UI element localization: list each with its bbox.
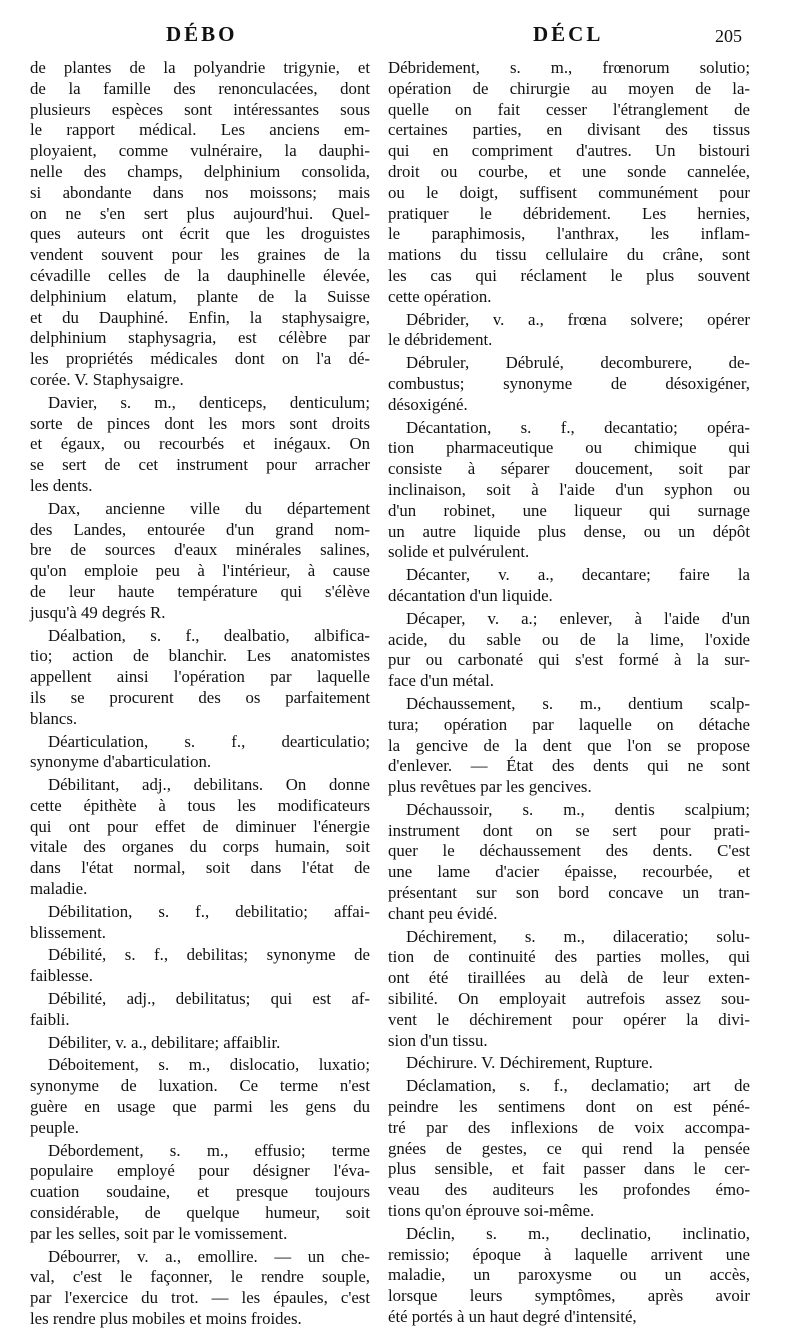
text-line: quelle on fait cesser l'étranglement de bbox=[388, 99, 750, 119]
text-line: Déarticulation, s. f., dearticulatio; bbox=[48, 731, 370, 751]
text-line: maladie, un paroxysme ou un accès, bbox=[388, 1265, 750, 1285]
text-line: se sert de cet instrument pour arracher bbox=[30, 455, 370, 475]
dictionary-entry bbox=[388, 1076, 750, 1222]
text-line: jusqu'à 49 degrés R. bbox=[30, 602, 166, 622]
text-line: combustus; synonyme de désoxigéner, bbox=[388, 373, 750, 393]
dictionary-entry bbox=[30, 1141, 370, 1245]
text-line: veau des auditeurs les profondes émo- bbox=[388, 1180, 750, 1200]
text-line: d'enlever. — État des dents qui ne sont bbox=[388, 756, 750, 776]
text-line: cévadille celles de la dauphinelle élevée, bbox=[30, 265, 370, 285]
text-line: pur ou carbonaté qui s'est formé à la sur- bbox=[388, 650, 750, 670]
text-line: et du Dauphiné. Enfin, la staphysaigre, bbox=[30, 307, 370, 327]
dictionary-entry bbox=[388, 800, 750, 925]
text-line: mations du tissu cellulaire du crâne, sont bbox=[388, 245, 750, 265]
text-line: tion pharmaceutique ou chimique qui bbox=[388, 438, 750, 458]
dictionary-entry bbox=[30, 58, 370, 391]
text-line: plus sensible, et fait passer dans le cer- bbox=[388, 1159, 750, 1179]
text-line: tura; opération par laquelle on détache bbox=[388, 714, 750, 734]
dictionary-entry bbox=[388, 58, 750, 308]
text-line: synonyme de luxation. Ce terme n'est bbox=[30, 1076, 370, 1096]
text-line: opération de chirurgie au moyen de la- bbox=[388, 78, 750, 98]
text-line: delphinium elatum, plante de la Suisse bbox=[30, 286, 370, 306]
text-line: cette épithète à tous les modificateurs bbox=[30, 795, 370, 815]
text-line: dans l'état normal, soit dans l'état de bbox=[30, 858, 370, 878]
text-line: tio; action de blanchir. Les anatomistes bbox=[30, 646, 370, 666]
text-line: Déclin, s. m., declinatio, inclinatio, bbox=[406, 1223, 750, 1243]
text-line: les dents. bbox=[30, 475, 93, 495]
text-line: blissement. bbox=[30, 922, 106, 942]
text-line: Déclamation, s. f., declamatio; art de bbox=[406, 1076, 750, 1096]
text-line: ployaient, comme vulnéraire, la dauphi- bbox=[30, 141, 370, 161]
text-line: chant peu évidé. bbox=[388, 903, 498, 923]
text-line: cette opération. bbox=[388, 286, 492, 306]
text-line: remissio; époque à laquelle arrivent une bbox=[388, 1244, 750, 1264]
dictionary-entry bbox=[30, 626, 370, 730]
text-line: Débilité, adj., debilitatus; qui est af- bbox=[48, 989, 370, 1009]
text-line: Davier, s. m., denticeps, denticulum; bbox=[48, 392, 370, 412]
text-line: blancs. bbox=[30, 708, 78, 728]
text-line: Déboitement, s. m., dislocatio, luxatio; bbox=[48, 1055, 370, 1075]
text-line: inclinaison, soit à l'aide d'un syphon ou bbox=[388, 479, 750, 499]
text-line: nelle des champs, delphinium consolida, bbox=[30, 161, 370, 181]
text-line: Débourrer, v. a., emollire. — un che- bbox=[48, 1246, 370, 1266]
text-line: peindre les sentimens dont on est péné- bbox=[388, 1097, 750, 1117]
text-line: Dax, ancienne ville du département bbox=[48, 498, 370, 518]
text-line: Déchaussoir, s. m., dentis scalpium; bbox=[406, 799, 750, 819]
text-line: des Landes, entourée d'un grand nom- bbox=[30, 519, 370, 539]
text-line: Déchirement, s. m., dilaceratio; solu- bbox=[406, 926, 750, 946]
page-number: 205 bbox=[715, 26, 742, 46]
text-line: acide, du sable ou de la lime, l'oxide bbox=[388, 629, 750, 649]
text-line: Débilitant, adj., debilitans. On donne bbox=[48, 775, 370, 795]
text-line: ont été tiraillées au delà de leur exten- bbox=[388, 968, 750, 988]
text-line: gnées de gestes, ce qui rend la pensée bbox=[388, 1138, 750, 1158]
dictionary-entry bbox=[30, 1247, 370, 1330]
text-line: un autre liquide plus dense, ou un dépôt bbox=[388, 521, 750, 541]
text-line: Déalbation, s. f., dealbatio, albifica- bbox=[48, 625, 370, 645]
text-line: qui ont pour effet de diminuer l'énergie bbox=[30, 816, 370, 836]
text-line: désoxigéné. bbox=[388, 394, 468, 414]
text-line: delphinium staphysagria, est célèbre par bbox=[30, 328, 370, 348]
text-line: val, c'est le façonner, le rendre souple, bbox=[30, 1267, 370, 1287]
text-line: appellent ainsi l'opération par laquelle bbox=[30, 667, 370, 687]
dictionary-entry bbox=[30, 989, 370, 1031]
left-column bbox=[30, 58, 370, 1332]
text-line: Déchaussement, s. m., dentium scalp- bbox=[406, 693, 750, 713]
text-line: lorsque leurs symptômes, après avoir bbox=[388, 1286, 750, 1306]
text-line: vendent souvent pour les graines de la bbox=[30, 245, 370, 265]
text-line: ques auteurs ont écrit que les droguistes bbox=[30, 224, 370, 244]
text-line: quer le déchaussement des dents. C'est bbox=[388, 841, 750, 861]
text-line: tion de continuité des parties molles, qui bbox=[388, 947, 750, 967]
text-line: Débruler, Débrulé, decomburere, de- bbox=[406, 353, 750, 373]
text-line: qui en compriment d'autres. Un bistouri bbox=[388, 141, 750, 161]
text-line: faiblesse. bbox=[30, 966, 93, 986]
text-line: été portés à un haut degré d'intensité, bbox=[388, 1307, 637, 1327]
text-line: bre de sources d'eaux minérales salines, bbox=[30, 540, 370, 560]
text-line: on ne s'en sert plus aujourd'hui. Quel- bbox=[30, 203, 370, 223]
text-line: Débordement, s. m., effusio; terme bbox=[48, 1140, 370, 1160]
text-line: de la famille des renonculacées, dont bbox=[30, 78, 370, 98]
text-line: certaines parties, en divisant des tissus bbox=[388, 120, 750, 140]
text-line: face d'un métal. bbox=[388, 671, 494, 691]
text-line: guère en usage que parmi les gens du bbox=[30, 1097, 370, 1117]
text-line: plus revêtues par les gencives. bbox=[388, 777, 592, 797]
text-line: synonyme d'abarticulation. bbox=[30, 752, 212, 772]
header-right-guideword: DÉCL bbox=[533, 22, 604, 46]
text-line: Débridement, s. m., frœnorum solutio; bbox=[388, 58, 750, 77]
text-line: décantation d'un liquide. bbox=[388, 585, 553, 605]
dictionary-entry bbox=[388, 418, 750, 564]
dictionary-entry bbox=[30, 499, 370, 624]
text-line: les propriétés médicales dont on l'a dé- bbox=[30, 349, 370, 369]
right-column bbox=[388, 58, 750, 1330]
text-line: les rendre plus mobiles et moins froides. bbox=[30, 1309, 302, 1329]
running-head bbox=[0, 22, 800, 52]
text-line: pratiquer le débridement. Les hernies, bbox=[388, 203, 750, 223]
text-line: présentant sur son bord concave un tran- bbox=[388, 883, 750, 903]
text-line: tions qu'on éprouve soi-même. bbox=[388, 1201, 595, 1221]
text-line: sorte de pinces dont les mors sont droits bbox=[30, 413, 370, 433]
text-line: vitale des organes du corps humain, soit bbox=[30, 837, 370, 857]
dictionary-entry bbox=[30, 902, 370, 944]
text-line: Décaper, v. a.; enlever, à l'aide d'un bbox=[406, 608, 750, 628]
text-line: Débiliter, v. a., debilitare; affaiblir. bbox=[48, 1032, 281, 1052]
text-line: sibilité. On employait autrefois assez sou- bbox=[388, 989, 750, 1009]
dictionary-entry bbox=[388, 694, 750, 798]
dictionary-entry bbox=[388, 609, 750, 692]
text-line: plusieurs espèces sont intéressantes sous bbox=[30, 99, 370, 119]
header-left-guideword: DÉBO bbox=[166, 22, 238, 46]
text-line: le rapport médical. Les anciens em- bbox=[30, 120, 370, 140]
text-line: Déchirure. V. Déchirement, Rupture. bbox=[406, 1053, 653, 1073]
text-line: consiste à séparer doucement, soit par bbox=[388, 459, 750, 479]
dictionary-entry bbox=[388, 927, 750, 1052]
dictionary-entry bbox=[30, 945, 370, 987]
dictionary-entry bbox=[30, 1033, 370, 1054]
text-line: et égaux, ou recourbés et inégaux. On bbox=[30, 434, 370, 454]
text-line: une lame d'acier épaisse, recourbée, et bbox=[388, 862, 750, 882]
text-line: cuation soudaine, et presque toujours bbox=[30, 1182, 370, 1202]
dictionary-entry bbox=[388, 353, 750, 415]
text-line: vent le déchirement pour opérer la divi- bbox=[388, 1009, 750, 1029]
text-line: Débilitation, s. f., debilitatio; affai- bbox=[48, 901, 370, 921]
dictionary-entry bbox=[388, 1053, 750, 1074]
text-line: sion d'un tissu. bbox=[388, 1030, 488, 1050]
text-line: instrument dont on se sert pour prati- bbox=[388, 820, 750, 840]
dictionary-entry bbox=[30, 732, 370, 774]
text-line: le paraphimosis, l'anthrax, les inflam- bbox=[388, 224, 750, 244]
text-line: considérable, de quelque humeur, soit bbox=[30, 1203, 370, 1223]
text-line: d'un robinet, une liqueur qui surnage bbox=[388, 500, 750, 520]
text-line: de plantes de la polyandrie trigynie, et bbox=[30, 58, 370, 77]
text-line: corée. V. Staphysaigre. bbox=[30, 369, 184, 389]
text-line: le débridement. bbox=[388, 330, 493, 350]
text-line: ils se procurent des os parfaitement bbox=[30, 687, 370, 707]
text-line: populaire employé pour désigner l'éva- bbox=[30, 1161, 370, 1181]
dictionary-entry bbox=[30, 393, 370, 497]
text-line: ou le doigt, suffisent communément pour bbox=[388, 182, 750, 202]
dictionary-entry bbox=[30, 775, 370, 900]
dictionary-entry bbox=[30, 1055, 370, 1138]
text-line: Débrider, v. a., frœna solvere; opérer bbox=[406, 309, 750, 329]
text-line: faibli. bbox=[30, 1009, 70, 1029]
text-line: par l'exercice du trot. — les épaules, c'est bbox=[30, 1288, 370, 1308]
text-line: si abondante dans nos moissons; mais bbox=[30, 182, 370, 202]
text-line: par les selles, soit par le vomissement. bbox=[30, 1223, 288, 1243]
text-line: solide et pulvérulent. bbox=[388, 542, 530, 562]
text-line: les cas qui réclament le plus souvent bbox=[388, 265, 750, 285]
text-line: tré par des inflexions de voix accompa- bbox=[388, 1117, 750, 1137]
text-line: de leur haute température qui s'élève bbox=[30, 581, 370, 601]
dictionary-entry bbox=[388, 1224, 750, 1328]
text-line: peuple. bbox=[30, 1117, 79, 1137]
text-line: qu'on emploie peu à l'intérieur, à cause bbox=[30, 561, 370, 581]
text-line: maladie. bbox=[30, 879, 88, 899]
text-line: Décanter, v. a., decantare; faire la bbox=[406, 565, 750, 585]
dictionary-entry bbox=[388, 310, 750, 352]
text-line: la gencive de la dent que l'on se propose bbox=[388, 735, 750, 755]
text-line: Décantation, s. f., decantatio; opéra- bbox=[406, 417, 750, 437]
dictionary-entry bbox=[388, 565, 750, 607]
text-line: Débilité, s. f., debilitas; synonyme de bbox=[48, 945, 370, 965]
text-line: droit ou courbe, et une sonde cannelée, bbox=[388, 161, 750, 181]
